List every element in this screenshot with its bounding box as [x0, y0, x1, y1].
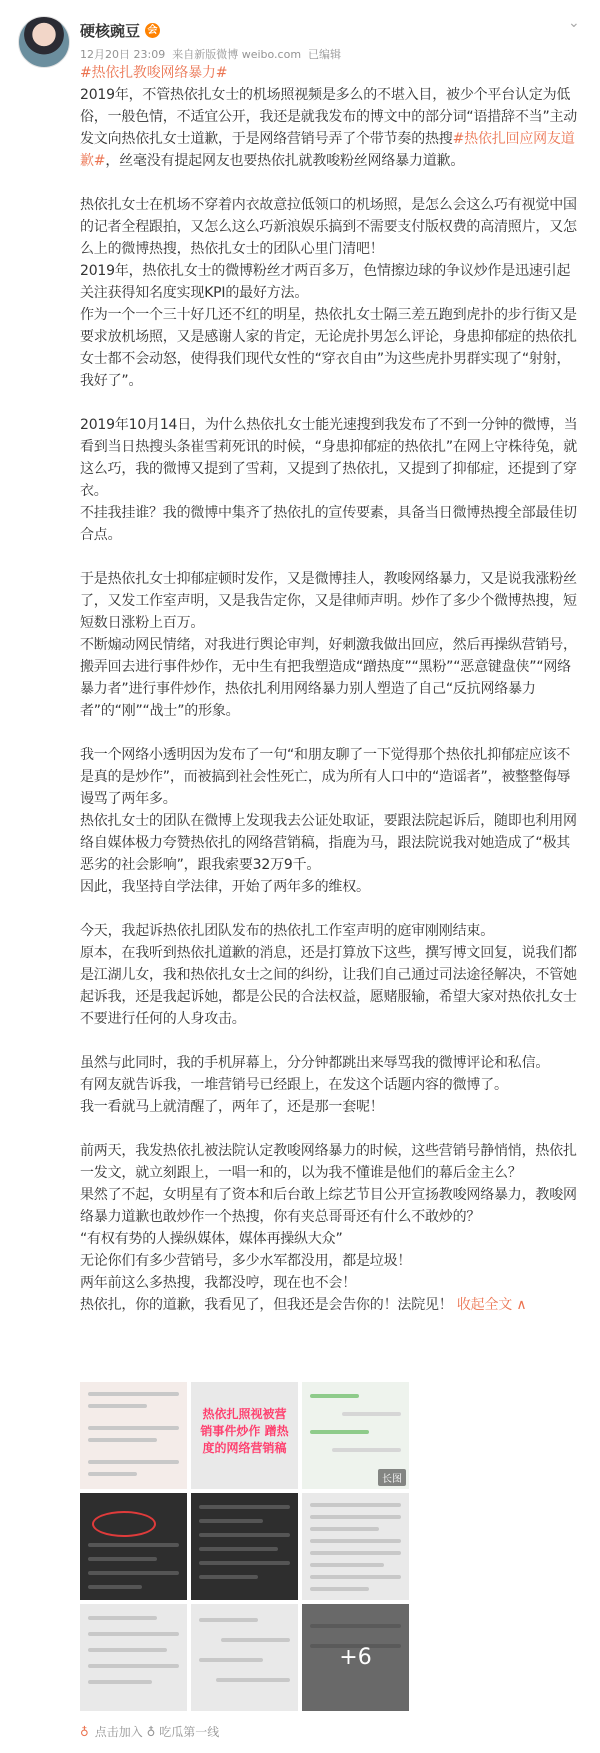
image-thumbnail[interactable]	[191, 1382, 298, 1489]
vip-badge-icon: 会	[145, 23, 160, 38]
post-timestamp[interactable]: 12月20日 23:09	[80, 48, 166, 61]
paragraph: 因此，我坚持自学法律，开始了两年多的维权。	[80, 879, 370, 895]
image-thumbnail[interactable]	[80, 1382, 187, 1489]
paragraph: “有权有势的人操纵媒体，媒体再操纵大众”	[80, 1231, 343, 1247]
edited-label: 已编辑	[308, 48, 342, 61]
author-row	[80, 20, 160, 40]
image-thumbnail[interactable]	[191, 1493, 298, 1600]
paragraph: 我一看就马上就清醒了，两年了，还是那一套呢！	[80, 1099, 384, 1115]
paragraph: 有网友就告诉我，一堆营销号已经跟上，在发这个话题内容的微博了。	[80, 1077, 508, 1093]
paragraph: 不断煽动网民情绪，对我进行舆论审判，好刺激我做出回应，然后再操纵营销号，搬弄回去进行事件炒作，无中生有把我塑造成“蹭热度”“黑粉”“恶意键盘侠”“网络暴力者”进行事件炒作，热依扎利用网络暴力别人塑造了自己“反抗网络暴力者”的“刚”“战士”的形象。	[80, 637, 577, 719]
chevron-down-icon[interactable]: ⌄	[568, 15, 580, 31]
more-images-overlay[interactable]: +6	[302, 1604, 409, 1711]
topic-link[interactable]: #热依扎回应网友道歉#	[80, 131, 575, 169]
author-name[interactable]: 硬核豌豆	[80, 21, 141, 40]
paragraph: 2019年，不管热依扎女士的机场照视频是多么的不堪入目，被少个平台认定为低俗，一般色情，不适宜公开，我还是就我发布的博文中的部分词“语措辞不当”主动发文向热依扎女士道歉，于是网络营销号弄了个带节奏的热搜#热依扎回应网友道歉#，丝毫没有提起网友也要热依扎就教唆粉丝网络暴力道歉。	[80, 87, 578, 169]
long-image-badge: 长图	[378, 1469, 406, 1486]
image-thumbnail[interactable]	[302, 1493, 409, 1600]
image-thumbnail[interactable]	[302, 1382, 409, 1489]
paragraph: 两年前这么多热搜，我都没哼，现在也不会！	[80, 1275, 356, 1291]
paragraph: 于是热依扎女士抑郁症顿时发作，又是微博挂人，教唆网络暴力，又是说我涨粉丝了，又发工作室声明，又是我告定你，又是律师声明。炒作了多少个微博热搜，短短数日涨粉上百万。	[80, 571, 577, 631]
paragraph: 我一个网络小透明因为发布了一句“和朋友聊了一下觉得那个热依扎抑郁症应该不是真的是炒作”，而被搞到社会性死亡，成为所有人口中的“造谣者”，被整整侮辱谩骂了两年多。	[80, 747, 571, 807]
image-thumbnail[interactable]	[302, 1604, 409, 1711]
paragraph: 2019年，热依扎女士的微博粉丝才两百多万，色情擦边球的争议炒作是迅速引起关注获得知名度实现KPI的最好方法。	[80, 263, 571, 301]
footer-text[interactable]: 点击加入 ♁ 吃瓜第一线	[94, 1725, 220, 1739]
paragraph: 虽然与此同时，我的手机屏幕上，分分钟都跳出来辱骂我的微博评论和私信。	[80, 1055, 550, 1071]
image-grid	[80, 1382, 410, 1711]
paragraph: 果然了不起，女明星有了资本和后台敢上综艺节目公开宣扬教唆网络暴力，教唆网络暴力道歉也敢炒作一个热搜，你有夹总哥哥还有什么不敢炒的？	[80, 1187, 577, 1225]
paragraph: 热依扎，你的道歉，我看见了，但我还是会告你的！法院见！ 收起全文 ∧	[80, 1297, 527, 1313]
post-source[interactable]: 来自新版微博 weibo.com	[172, 48, 302, 61]
collapse-link[interactable]: 收起全文 ∧	[456, 1297, 527, 1313]
paragraph: 热依扎女士的团队在微博上发现我去公证处取证，要跟法院起诉后，随即也利用网络自媒体极力夸赞热依扎的网络营销稿，指鹿为马，跟法院说我对她造成了“极其恶劣的社会影响”，跟我索要32万9千。	[80, 813, 577, 873]
image-thumbnail[interactable]	[191, 1604, 298, 1711]
post-content	[80, 62, 578, 1316]
footer[interactable]	[80, 1723, 219, 1740]
paragraph: 作为一个一个三十好几还不红的明星，热依扎女士隔三差五跑到虎扑的步行街又是要求放机场照，又是感谢人家的肯定，无论虎扑男怎么评论，身患抑郁症的热依扎女士都不会动怒，使得我们现代女性的“穿衣自由”为这些虎扑男群实现了“射射，我好了”。	[80, 307, 577, 389]
globe-icon: ♁	[80, 1724, 89, 1739]
paragraph: 原本，在我听到热依扎道歉的消息，还是打算放下这些，撰写博文回复，说我们都是江湖儿女，我和热依扎女士之间的纠纷，让我们自己通过司法途径解决，不管她起诉我，还是我起诉她，都是公民的合法权益，愿赌服输，希望大家对热依扎女士不要进行任何的人身攻击。	[80, 945, 577, 1027]
image-caption: 热依扎照视被营销事件炒作 蹭热度的网络营销稿	[200, 1407, 289, 1455]
paragraph: 无论你们有多少营销号，多少水军都没用，都是垃圾！	[80, 1253, 412, 1269]
paragraph: 热依扎女士在机场不穿着内衣故意拉低领口的机场照，是怎么会这么巧有视觉中国的记者全程跟拍，又怎么这么巧新浪娱乐搞到不需要支付版权费的高清照片，又怎么上的微博热搜，热依扎女士的团队心里门清吧！	[80, 197, 577, 257]
image-thumbnail[interactable]	[80, 1493, 187, 1600]
paragraph: 2019年10月14日，为什么热依扎女士能光速搜到我发布了不到一分钟的微博，当看到当日热搜头条崔雪莉死讯的时候，“身患抑郁症的热依扎”在网上守株待兔，就这么巧，我的微博又提到了雪莉，又提到了热依扎，又提到了抑郁症，还提到了穿衣。	[80, 417, 578, 499]
paragraph: 不挂我挂谁？我的微博中集齐了热依扎的宣传要素，具备当日微博热搜全部最佳切合点。	[80, 505, 577, 543]
image-thumbnail[interactable]	[80, 1604, 187, 1711]
avatar[interactable]	[18, 16, 70, 68]
paragraph: 前两天，我发热依扎被法院认定教唆网络暴力的时候，这些营销号静悄悄，热依扎一发文，就立刻跟上，一唱一和的，以为我不懂谁是他们的幕后金主么？	[80, 1143, 577, 1181]
paragraph: 今天，我起诉热依扎团队发布的热依扎工作室声明的庭审刚刚结束。	[80, 923, 494, 939]
post-meta	[80, 46, 341, 62]
topic-tag[interactable]: #热依扎教唆网络暴力#	[80, 65, 228, 81]
